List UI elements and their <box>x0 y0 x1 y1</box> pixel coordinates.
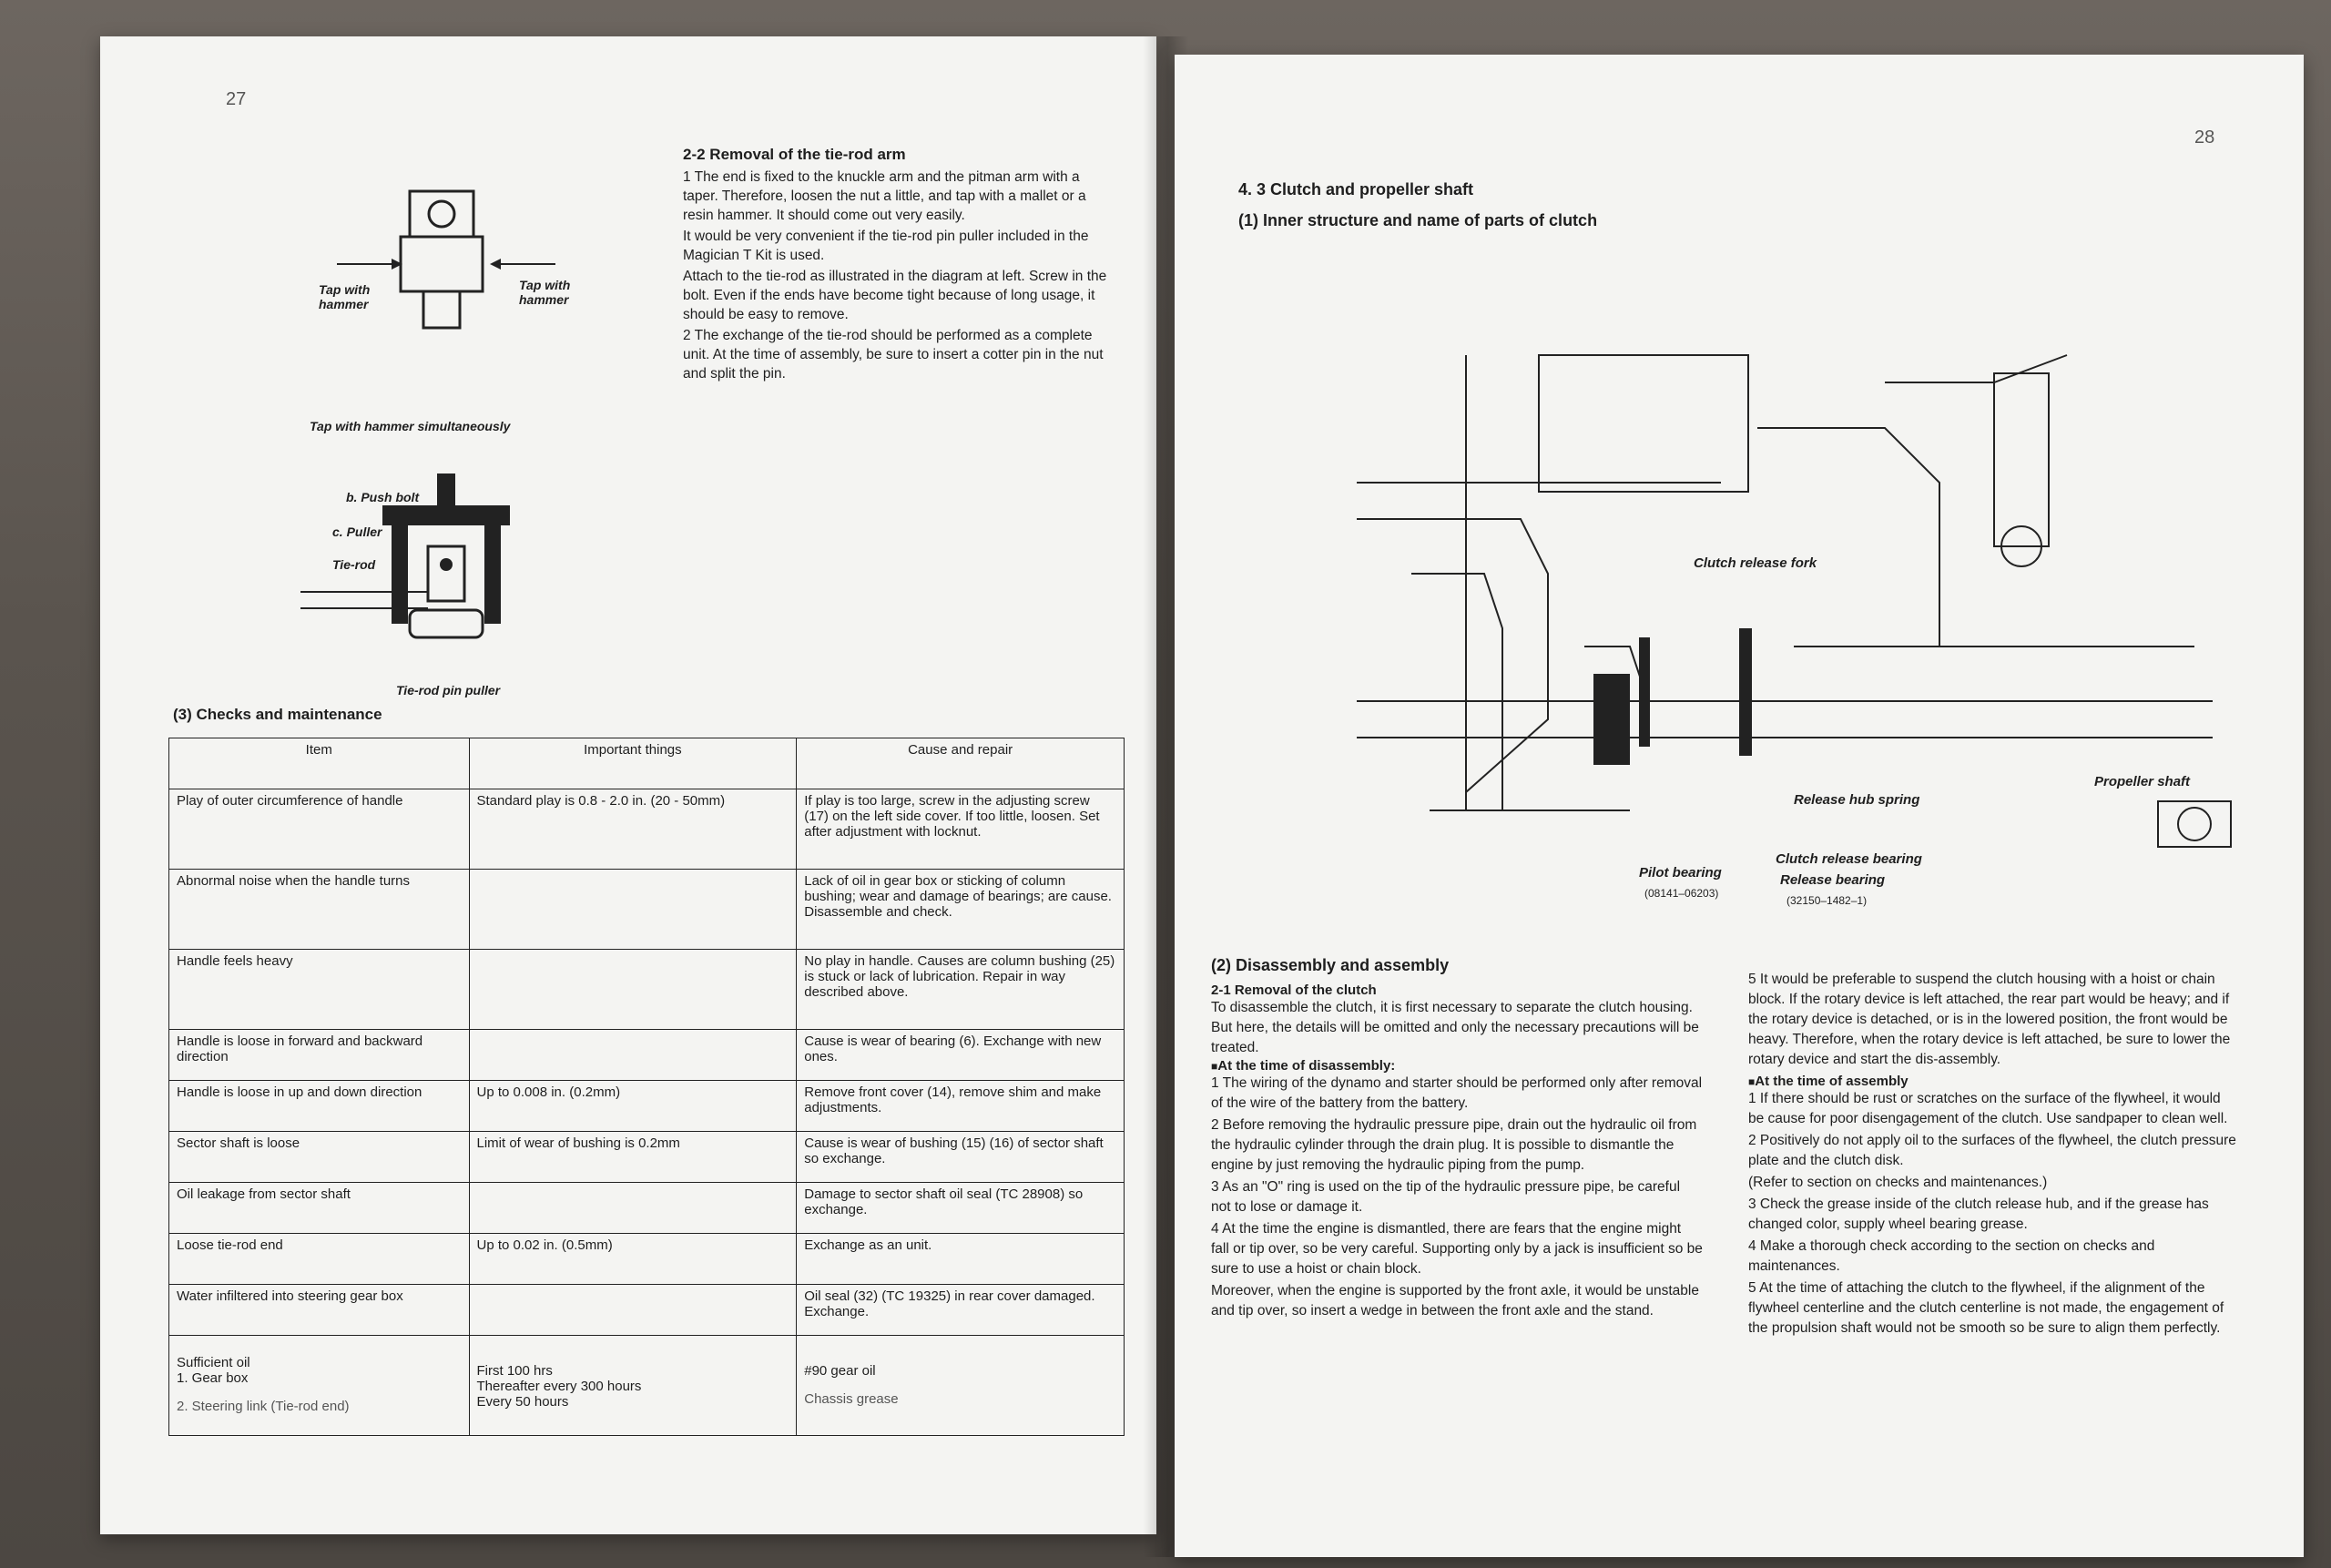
table-cell: Limit of wear of bushing is 0.2mm <box>469 1132 797 1183</box>
checks-heading: (3) Checks and maintenance <box>173 706 382 723</box>
table-row <box>169 1183 1125 1234</box>
table-cell: Play of outer circumference of handle <box>169 789 470 870</box>
assembly-item: 2 Positively do not apply oil to the surfaces of the flywheel, the clutch pressure plate and the clutch disk. <box>1748 1133 2236 1168</box>
section-2-2-para: 2 The exchange of the tie-rod should be performed as a complete unit. At the time of assembly, be sure to insert a cotter pin in the nut and split the pin. <box>683 328 1104 382</box>
table-cell: Abnormal noise when the handle turns <box>169 870 470 950</box>
table-cell: Standard play is 0.8 - 2.0 in. (20 - 50mm) <box>469 789 797 870</box>
section-2-2-para: It would be very convenient if the tie-rod pin puller included in the Magician T Kit is used. <box>683 229 1089 263</box>
disassembly-column <box>1211 956 1703 1323</box>
cell-text: Sufficient oil 1. Gear box <box>177 1355 250 1386</box>
tap-label-left: Tap with hammer <box>319 282 371 311</box>
right-page <box>1175 55 2304 1557</box>
table-row <box>169 1030 1125 1081</box>
clutch-heading: 4. 3 Clutch and propeller shaft <box>1238 180 1474 199</box>
assembly-column <box>1748 970 2240 1340</box>
table-cell: If play is too large, screw in the adjusting screw (17) on the left side cover. If too little, loosen. Set after adjustment with locknut. <box>797 789 1125 870</box>
table-cell: Loose tie-rod end <box>169 1234 470 1285</box>
checks-table <box>168 738 1125 1436</box>
section-2-2-heading: 2-2 Removal of the tie-rod arm <box>683 146 906 163</box>
table-row <box>169 1336 1125 1436</box>
push-bolt-label: b. Push bolt <box>346 490 420 504</box>
table-cell: First 100 hrs Thereafter every 300 hours Every 50 hours <box>469 1336 797 1436</box>
assembly-item: 1 If there should be rust or scratches on the surface of the flywheel, it would be cause for poor disengagement of the clutch. Use sandpaper to clean well. <box>1748 1091 2228 1126</box>
disassembly-heading: (2) Disassembly and assembly <box>1211 956 1450 974</box>
puller-label: c. Puller <box>332 524 382 539</box>
clutch-cross-section <box>1247 246 2258 920</box>
label-release-bearing: Release bearing <box>1780 872 1886 888</box>
disassembly-item-5: 5 It would be preferable to suspend the clutch housing with a hoist or chain block. If the rotary device is left attached, the rear part would be heavy; and if the rotary device is detached, or is in the lowered position, the front would be heavy. Therefore, when the rotary device is left attached, be sure to lower the rotary device and start the dis-assembly. <box>1748 972 2231 1067</box>
table-row <box>169 950 1125 1030</box>
tap-figure <box>282 173 628 446</box>
table-header-row <box>169 738 1125 789</box>
pilot-bearing-part-number: (08141–06203) <box>1644 887 1719 900</box>
label-release-hub-spring: Release hub spring <box>1794 792 1920 808</box>
table-cell: Damage to sector shaft oil seal (TC 28908) so exchange. <box>797 1183 1125 1234</box>
assembly-item: (Refer to section on checks and maintenances.) <box>1748 1175 2048 1190</box>
column-header: Cause and repair <box>797 738 1125 789</box>
disassembly-item: 2 Before removing the hydraulic pressure pipe, drain out the hydraulic oil from the hydraulic cylinder through the drain plug. It is possible to dismantle the engine by just removing the hydraulic piping from the pump. <box>1211 1117 1697 1173</box>
column-header: Important things <box>469 738 797 789</box>
table-cell <box>469 950 797 1030</box>
release-bearing-part-number: (32150–1482–1) <box>1786 894 1868 907</box>
section-2-2 <box>683 146 1111 385</box>
table-cell <box>797 1336 1125 1436</box>
disassembly-item: 1 The wiring of the dynamo and starter should be performed only after removal of the wire of the battery from the battery. <box>1211 1075 1703 1111</box>
table-cell <box>469 1030 797 1081</box>
table-cell: Oil seal (32) (TC 19325) in rear cover damaged. Exchange. <box>797 1285 1125 1336</box>
table-cell: Sector shaft is loose <box>169 1132 470 1183</box>
table-cell: Exchange as an unit. <box>797 1234 1125 1285</box>
cell-subtext: Chassis grease <box>804 1391 899 1407</box>
table-cell: Cause is wear of bushing (15) (16) of sector shaft so exchange. <box>797 1132 1125 1183</box>
cell-subtext: 2. Steering link (Tie-rod end) <box>177 1399 350 1414</box>
tie-rod-label: Tie-rod <box>332 557 376 572</box>
disassembly-item: 4 At the time the engine is dismantled, there are fears that the engine might fall or tip over, so be very careful. Supporting only by a jack is insufficient so be sure to use a hoist or chain block. <box>1211 1221 1703 1277</box>
assembly-subheading: ■ At the time of assembly <box>1748 1074 2240 1089</box>
table-cell: Cause is wear of bearing (6). Exchange with new ones. <box>797 1030 1125 1081</box>
table-cell <box>469 870 797 950</box>
clutch-diagram <box>1247 246 2258 920</box>
puller-figure <box>282 455 628 728</box>
table-row <box>169 870 1125 950</box>
table-row <box>169 1132 1125 1183</box>
table-cell: Oil leakage from sector shaft <box>169 1183 470 1234</box>
left-page <box>100 36 1156 1534</box>
page-number: 27 <box>226 89 247 109</box>
label-propeller-shaft: Propeller shaft <box>2094 774 2191 789</box>
table-cell: Water infiltered into steering gear box <box>169 1285 470 1336</box>
cell-text: #90 gear oil <box>804 1363 876 1379</box>
disassembly-subheading: ■ At the time of disassembly: <box>1211 1058 1703 1074</box>
assembly-item: 3 Check the grease inside of the clutch release hub, and if the grease has changed color, supply wheel bearing grease. <box>1748 1196 2209 1232</box>
section-2-2-para: Attach to the tie-rod as illustrated in the diagram at left. Screw in the bolt. Even if the ends have become tight because of long usage, it should be easy to remove. <box>683 269 1107 322</box>
table-cell: No play in handle. Causes are column bushing (25) is stuck or lack of lubrication. Repair in way described above. <box>797 950 1125 1030</box>
table-row <box>169 1285 1125 1336</box>
checks-table-wrap <box>168 738 1125 1436</box>
label-clutch-release-fork: Clutch release fork <box>1694 555 1817 571</box>
label-pilot-bearing: Pilot bearing <box>1639 865 1722 881</box>
table-cell: Up to 0.008 in. (0.2mm) <box>469 1081 797 1132</box>
tap-caption: Tap with hammer simultaneously <box>310 419 511 433</box>
removal-heading: 2-1 Removal of the clutch <box>1211 983 1377 998</box>
clutch-subheading: (1) Inner structure and name of parts of clutch <box>1238 211 1598 229</box>
table-row <box>169 1081 1125 1132</box>
section-2-2-para: 1 The end is fixed to the knuckle arm and the pitman arm with a taper. Therefore, loosen the nut a little, and tap with a mallet or a resin hammer. It should come out very easily. <box>683 169 1086 223</box>
label-clutch-release-bearing: Clutch release bearing <box>1776 851 1922 867</box>
puller-drawing <box>282 455 628 656</box>
disassembly-item: Moreover, when the engine is supported by the front axle, it would be unstable and tip over, so insert a wedge in between the front axle and the stand. <box>1211 1283 1699 1319</box>
tie-rod-end-drawing <box>282 173 628 355</box>
tap-label-right: Tap with hammer <box>519 278 571 307</box>
table-row <box>169 789 1125 870</box>
column-header: Item <box>169 738 470 789</box>
puller-caption: Tie-rod pin puller <box>396 683 501 697</box>
table-row <box>169 1234 1125 1285</box>
table-cell <box>469 1183 797 1234</box>
table-cell: Handle feels heavy <box>169 950 470 1030</box>
assembly-item: 4 Make a thorough check according to the section on checks and maintenances. <box>1748 1238 2155 1274</box>
intro-paragraph: To disassemble the clutch, it is first necessary to separate the clutch housing. But here, the details will be omitted and only the necessary precautions will be treated. <box>1211 1000 1699 1055</box>
table-cell <box>169 1336 470 1436</box>
table-cell: Up to 0.02 in. (0.5mm) <box>469 1234 797 1285</box>
table-cell <box>469 1285 797 1336</box>
table-cell: Handle is loose in forward and backward direction <box>169 1030 470 1081</box>
table-cell: Handle is loose in up and down direction <box>169 1081 470 1132</box>
assembly-item: 5 At the time of attaching the clutch to the flywheel, if the alignment of the flywheel centerline and the clutch centerline is not made, the engagement of the propulsion shaft would not be smooth so be sure to align them perfectly. <box>1748 1280 2224 1336</box>
disassembly-item: 3 As an "O" ring is used on the tip of the hydraulic pressure pipe, be careful not to lose or damage it. <box>1211 1179 1681 1215</box>
table-cell: Remove front cover (14), remove shim and make adjustments. <box>797 1081 1125 1132</box>
page-number: 28 <box>2194 127 2215 148</box>
table-cell: Lack of oil in gear box or sticking of column bushing; wear and damage of bearings; are cause. Disassemble and check. <box>797 870 1125 950</box>
